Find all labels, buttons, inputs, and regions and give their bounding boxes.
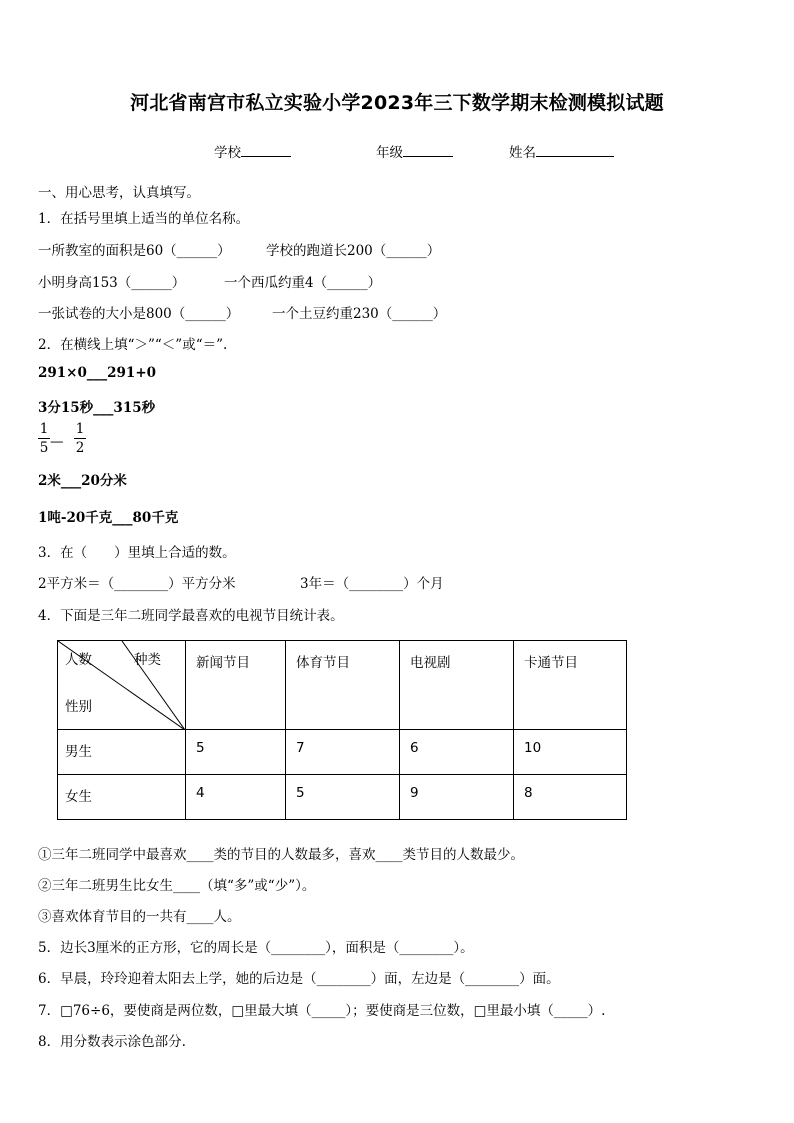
table-header: 新闻节目: [186, 641, 286, 730]
grade-field: [376, 141, 453, 161]
section-heading: 一、用心思考，认真填写。: [38, 185, 200, 201]
q3-item: 3年＝（________）个月: [300, 576, 444, 592]
school-label: 学校: [214, 145, 241, 161]
q7: 7．□76÷6，要使商是两位数，□里最大填（_____）；要使商是三位数，□里最小填（_____）.: [38, 1003, 606, 1019]
q1-item: 学校的跑道长200（______）: [266, 243, 441, 259]
table-cell: 5: [186, 730, 286, 775]
school-blank[interactable]: [241, 142, 291, 157]
q1-item: 一个西瓜约重4（______）: [224, 275, 382, 291]
table-corner-cell: [58, 641, 186, 730]
table-cell: 4: [186, 775, 286, 820]
name-blank[interactable]: [536, 142, 614, 157]
q8: 8．用分数表示涂色部分.: [38, 1034, 186, 1050]
q1-prompt: 1．在括号里填上适当的单位名称。: [38, 211, 250, 227]
grade-blank[interactable]: [403, 142, 453, 157]
fraction-numerator: 1: [75, 421, 85, 437]
q1-item: 一张试卷的大小是800（______）: [38, 306, 240, 322]
table-cell: 9: [400, 775, 514, 820]
corner-label-category: 种类: [134, 652, 161, 668]
fraction-bar: [74, 438, 86, 439]
table-cell: 6: [400, 730, 514, 775]
q4-sub-question: ②三年二班男生比女生____（填“多”或“少”）。: [38, 878, 316, 894]
q1-item: 小明身高153（______）: [38, 275, 186, 291]
corner-label-count: 人数: [65, 652, 92, 668]
table-header: 体育节目: [286, 641, 400, 730]
q2-item: 2米___20分米: [38, 473, 127, 489]
q5: 5．边长3厘米的正方形，它的周长是（________），面积是（________）。: [38, 940, 474, 956]
q6: 6．早晨，玲玲迎着太阳去上学，她的后边是（________）面，左边是（________）面。: [38, 971, 560, 987]
table-row: [58, 730, 627, 775]
fraction-one-half: [74, 421, 86, 456]
q4-sub-question: ①三年二班同学中最喜欢____类的节目的人数最多，喜欢____类节目的人数最少。: [38, 847, 524, 863]
q2-item: 291×0___291+0: [38, 365, 157, 381]
q2-item: 1吨-20千克___80千克: [38, 510, 179, 526]
row-label: 女生: [58, 775, 186, 820]
tv-program-table: [57, 640, 627, 820]
fraction-bar: [38, 438, 50, 439]
table-cell: 7: [286, 730, 400, 775]
q2-item: 3分15秒___315秒: [38, 400, 156, 416]
fraction-denominator: 2: [75, 440, 85, 456]
school-field: [214, 141, 291, 161]
fraction-one-fifth: [38, 421, 50, 456]
name-field: [509, 141, 614, 161]
table-cell: 10: [514, 730, 627, 775]
table-cell: 8: [514, 775, 627, 820]
q1-item: 一所教室的面积是60（______）: [38, 243, 231, 259]
page-title: 河北省南宫市私立实验小学2023年三下数学期末检测模拟试题: [130, 92, 664, 114]
grade-label: 年级: [376, 145, 403, 161]
table-header: 卡通节目: [514, 641, 627, 730]
q4-sub-question: ③喜欢体育节目的一共有____人。: [38, 909, 241, 925]
table-cell: 5: [286, 775, 400, 820]
row-label: 男生: [58, 730, 186, 775]
table-row: [58, 775, 627, 820]
q3-prompt: 3．在（ ）里填上合适的数。: [38, 545, 236, 561]
fraction-numerator: 1: [39, 421, 49, 437]
table-header: 电视剧: [400, 641, 514, 730]
q2-prompt: 2．在横线上填“＞”“＜”或“＝”.: [38, 337, 228, 353]
corner-label-gender: 性别: [65, 699, 92, 715]
q4-prompt: 4．下面是三年二班同学最喜欢的电视节目统计表。: [38, 608, 344, 624]
name-label: 姓名: [509, 145, 536, 161]
table-header-row: [58, 641, 627, 730]
q3-item: 2平方米＝（________）平方分米: [38, 576, 236, 592]
fraction-compare-blank: —: [50, 434, 64, 450]
fraction-denominator: 5: [39, 440, 49, 456]
q1-item: 一个土豆约重230（______）: [272, 306, 447, 322]
